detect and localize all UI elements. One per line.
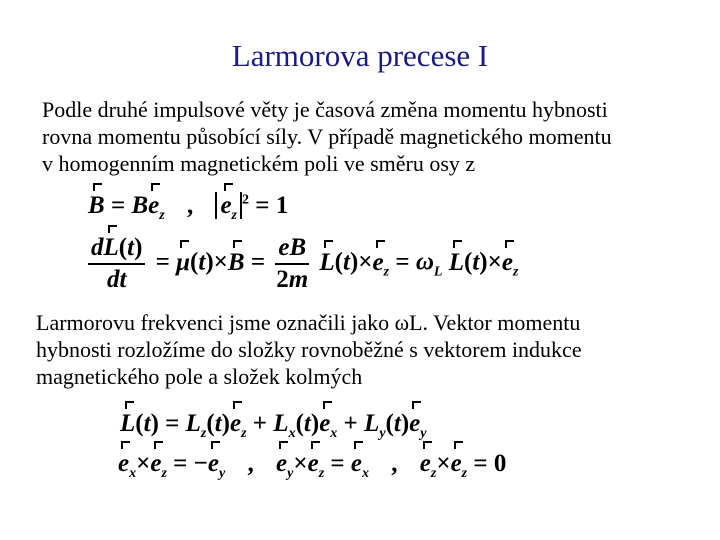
intro-paragraph xyxy=(42,96,692,177)
decomposition-line-3: magnetického pole a složek kolmých xyxy=(36,364,363,389)
equation-decomposition: $L(t) = L_z(t)e_z + L_x(t)e_x + L_y(t)e_y$ xyxy=(120,410,427,441)
equation-field-definition: $B = Be_z$ , $e_z^2 = 1$ xyxy=(88,192,289,223)
decomposition-line-2: hybnosti rozložíme do složky rovnoběžné s vektorem indukce xyxy=(36,337,582,362)
slide-title: Larmorova precese I xyxy=(231,38,489,73)
intro-line-3: v homogenním magnetickém poli ve směru osy z xyxy=(42,151,476,176)
equation-cross-products: $e_x\times e_z = -e_y$ , $e_y\times e_z = e_x$ , $e_z\times e_z = 0$ xyxy=(118,450,507,481)
intro-line-1: Podle druhé impulsové věty je časová změna momentu hybnosti xyxy=(42,97,608,122)
intro-line-2: rovna momentu působící síly. V případě magnetického momentu xyxy=(42,124,612,149)
decomposition-line-1: Larmorovu frekvenci jsme označili jako ωL. Vektor momentu xyxy=(36,310,581,335)
decomposition-paragraph xyxy=(36,309,658,390)
equation-torque: $\frac{dL(t)}{dt}$ = μ(t)×B = $\frac{eB}{2m}$ $L(t)\times e_z = \omega_L$ $L(t)\times e_z$ xyxy=(84,234,518,294)
